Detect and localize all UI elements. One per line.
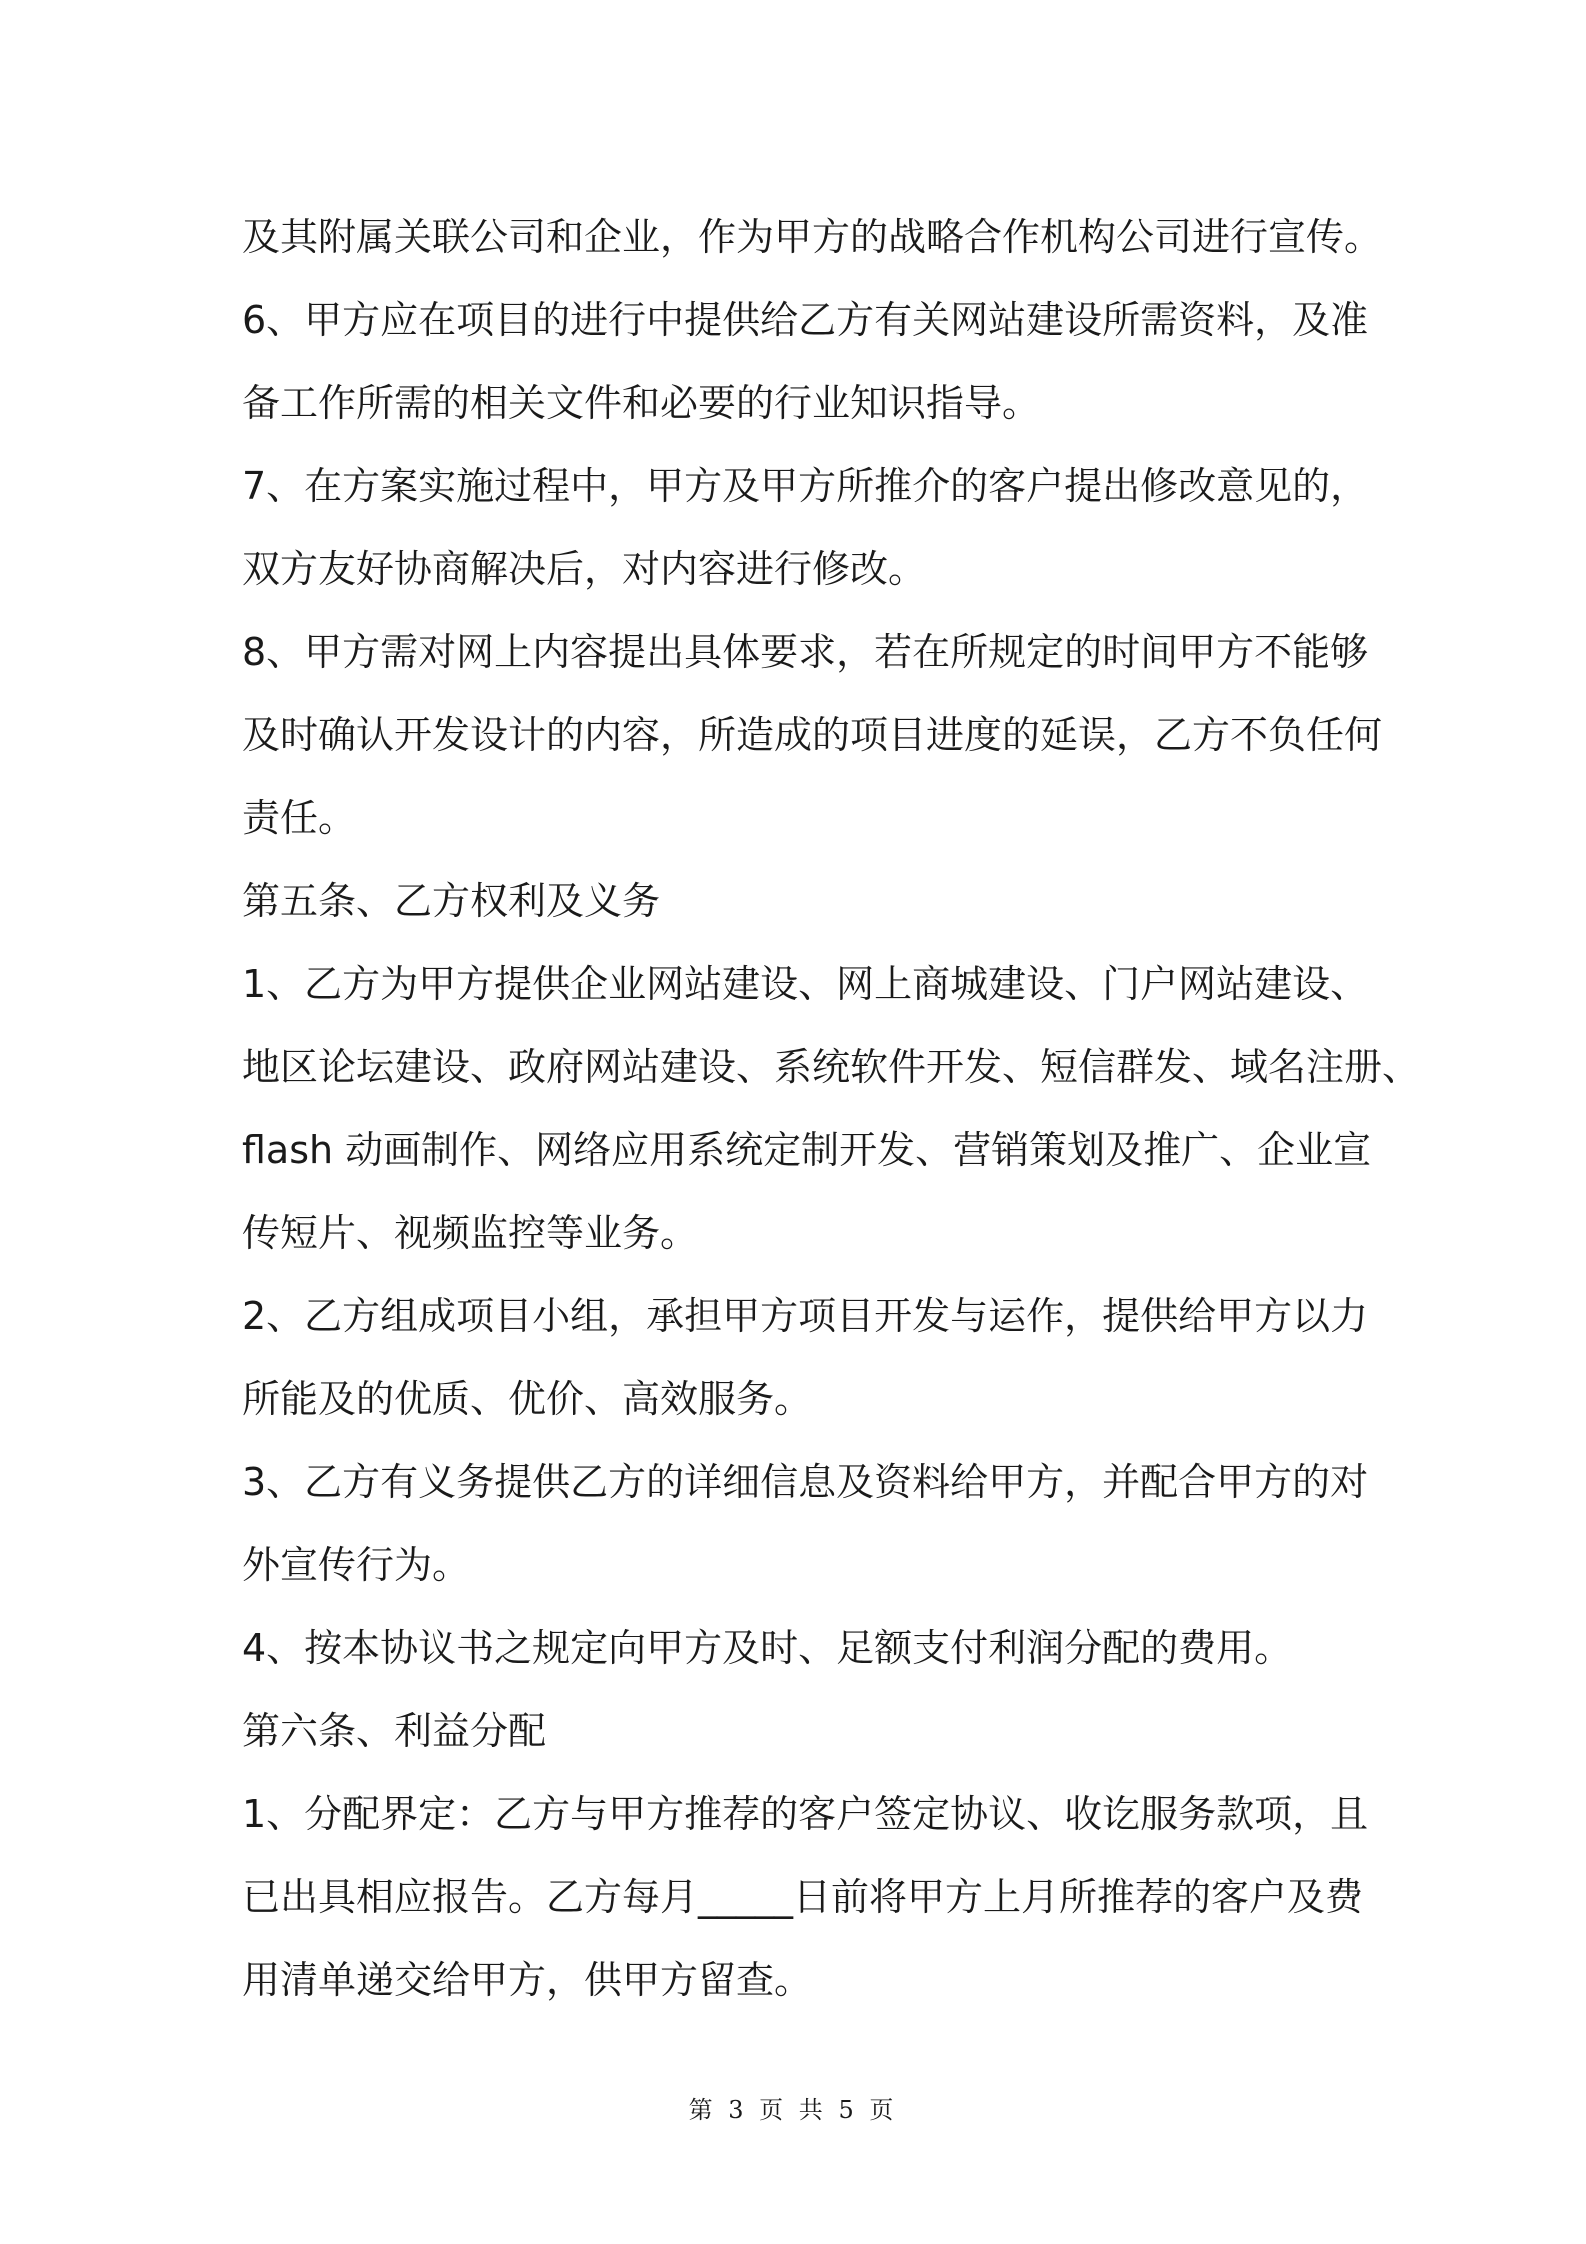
text-line: 责任。 [242, 796, 357, 840]
text-line: 3、乙方有义务提供乙方的详细信息及资料给甲方，并配合甲方的对 [242, 1460, 1369, 1504]
text-line: 1、分配界定：乙方与甲方推荐的客户签定协议、收讫服务款项，且 [242, 1792, 1369, 1836]
text-line: 2、乙方组成项目小组，承担甲方项目开发与运作，提供给甲方以力 [242, 1294, 1369, 1338]
page-number-footer: 第 3 页 共 5 页 [688, 2096, 898, 2124]
text-line: 用清单递交给甲方，供甲方留查。 [242, 1958, 813, 2002]
text-line: 及时确认开发设计的内容，所造成的项目进度的延误，乙方不负任何 [242, 713, 1383, 757]
document-body [242, 196, 1421, 2022]
text-line: 7、在方案实施过程中，甲方及甲方所推介的客户提出修改意见的， [242, 464, 1369, 508]
text-line: 传短片、视频监控等业务。 [242, 1211, 699, 1255]
section-heading: 第六条、利益分配 [242, 1709, 547, 1753]
text-line: 地区论坛建设、政府网站建设、系统软件开发、短信群发、域名注册、 [242, 1045, 1421, 1089]
text-line: 1、乙方为甲方提供企业网站建设、网上商城建设、门户网站建设、 [242, 962, 1369, 1006]
text-line: 6、甲方应在项目的进行中提供给乙方有关网站建设所需资料，及准 [242, 298, 1369, 342]
text-line: 及其附属关联公司和企业，作为甲方的战略合作机构公司进行宣传。 [242, 215, 1383, 259]
text-line: 8、甲方需对网上内容提出具体要求，若在所规定的时间甲方不能够 [242, 630, 1369, 674]
text-line: 4、按本协议书之规定向甲方及时、足额支付利润分配的费用。 [242, 1626, 1293, 1670]
text-line: 双方友好协商解决后，对内容进行修改。 [242, 547, 927, 591]
text-line: flash 动画制作、网络应用系统定制开发、营销策划及推广、企业宣 [242, 1128, 1372, 1172]
text-line: 备工作所需的相关文件和必要的行业知识指导。 [242, 381, 1041, 425]
section-heading: 第五条、乙方权利及义务 [242, 879, 661, 923]
text-line: 外宣传行为。 [242, 1543, 471, 1587]
text-line: 已出具相应报告。乙方每月_____日前将甲方上月所推荐的客户及费 [242, 1875, 1364, 1919]
text-line: 所能及的优质、优价、高效服务。 [242, 1377, 813, 1421]
